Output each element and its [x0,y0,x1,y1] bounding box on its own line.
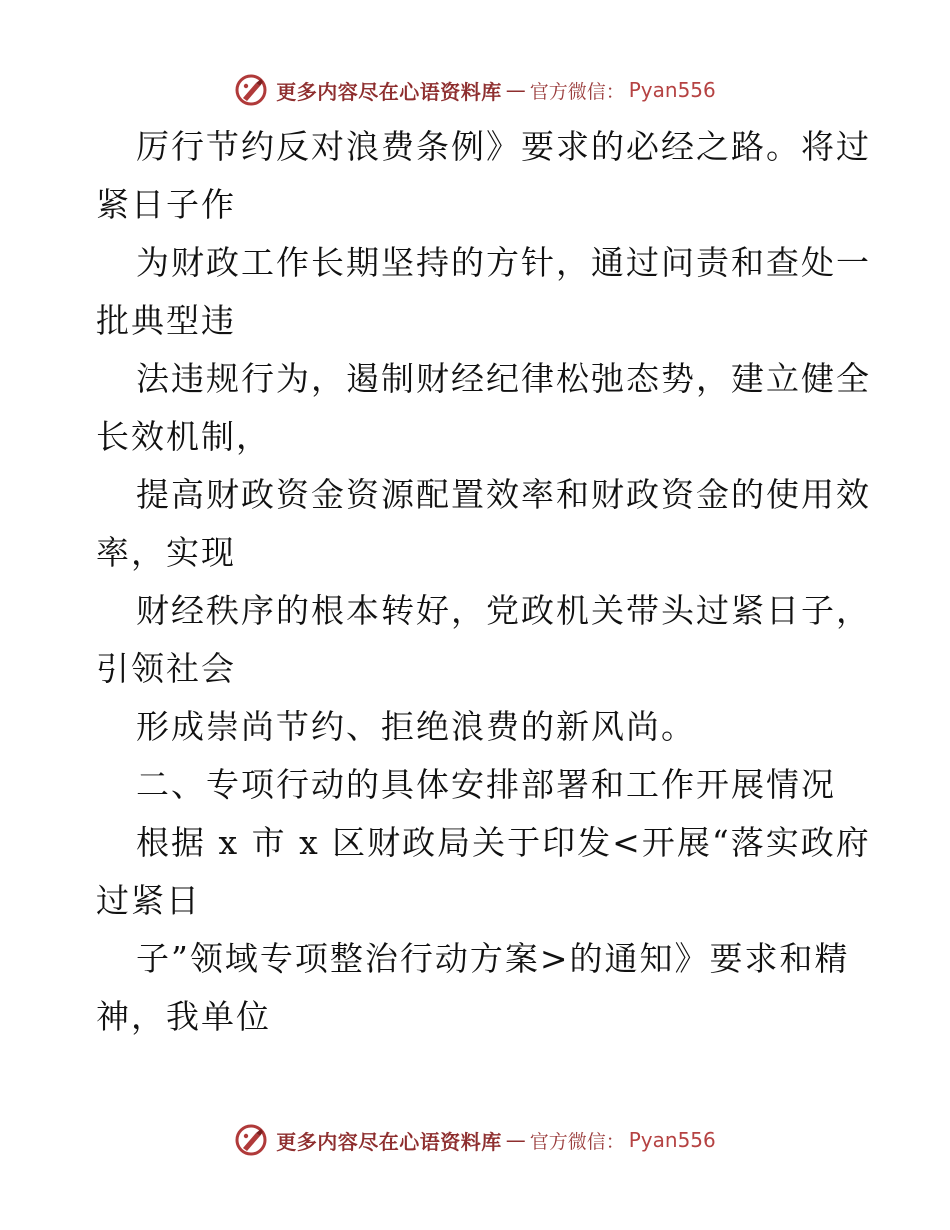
banner-text: 更多内容尽在心语资料库 [276,79,502,104]
header-banner [0,70,950,110]
banner-dash: — [505,78,526,102]
text-line: 率，实现 [96,533,236,572]
text-line: 根据 x 市 x 区财政局关于印发<开展“落实政府 [136,823,871,862]
wechat-label: 官方微信： [529,1130,625,1153]
text-line: 神，我单位 [96,997,271,1036]
wechat-id: Pyan556 [628,78,716,102]
text-line: 法违规行为，遏制财经纪律松弛态势，建立健全 [136,359,871,398]
wechat-label: 官方微信： [529,80,625,103]
text-line: 形成崇尚节约、拒绝浪费的新风尚。 [136,707,696,746]
text-line: 财经秩序的根本转好，党政机关带头过紧日子， [136,591,871,630]
text-line: 过紧日 [96,881,201,920]
text-line: 引领社会 [96,649,236,688]
text-line: 批典型违 [96,301,236,340]
text-line: 子”领域专项整治行动方案>的通知》要求和精 [136,939,850,978]
text-line: 长效机制， [96,417,271,456]
text-line: 紧日子作 [96,185,236,224]
wechat-id: Pyan556 [628,1128,716,1152]
pen-logo-icon [234,73,268,107]
banner-text: 更多内容尽在心语资料库 [276,1129,502,1154]
section-heading: 二、专项行动的具体安排部署和工作开展情况 [136,765,836,804]
text-line: 提高财政资金资源配置效率和财政资金的使用效 [136,475,871,514]
text-line: 为财政工作长期坚持的方针，通过问责和查处一 [136,243,871,282]
pen-logo-icon [234,1123,268,1157]
footer-banner [0,1120,950,1160]
text-line: 厉行节约反对浪费条例》要求的必经之路。将过 [136,127,871,166]
body-text [96,118,871,1046]
banner-dash: — [505,1128,526,1152]
